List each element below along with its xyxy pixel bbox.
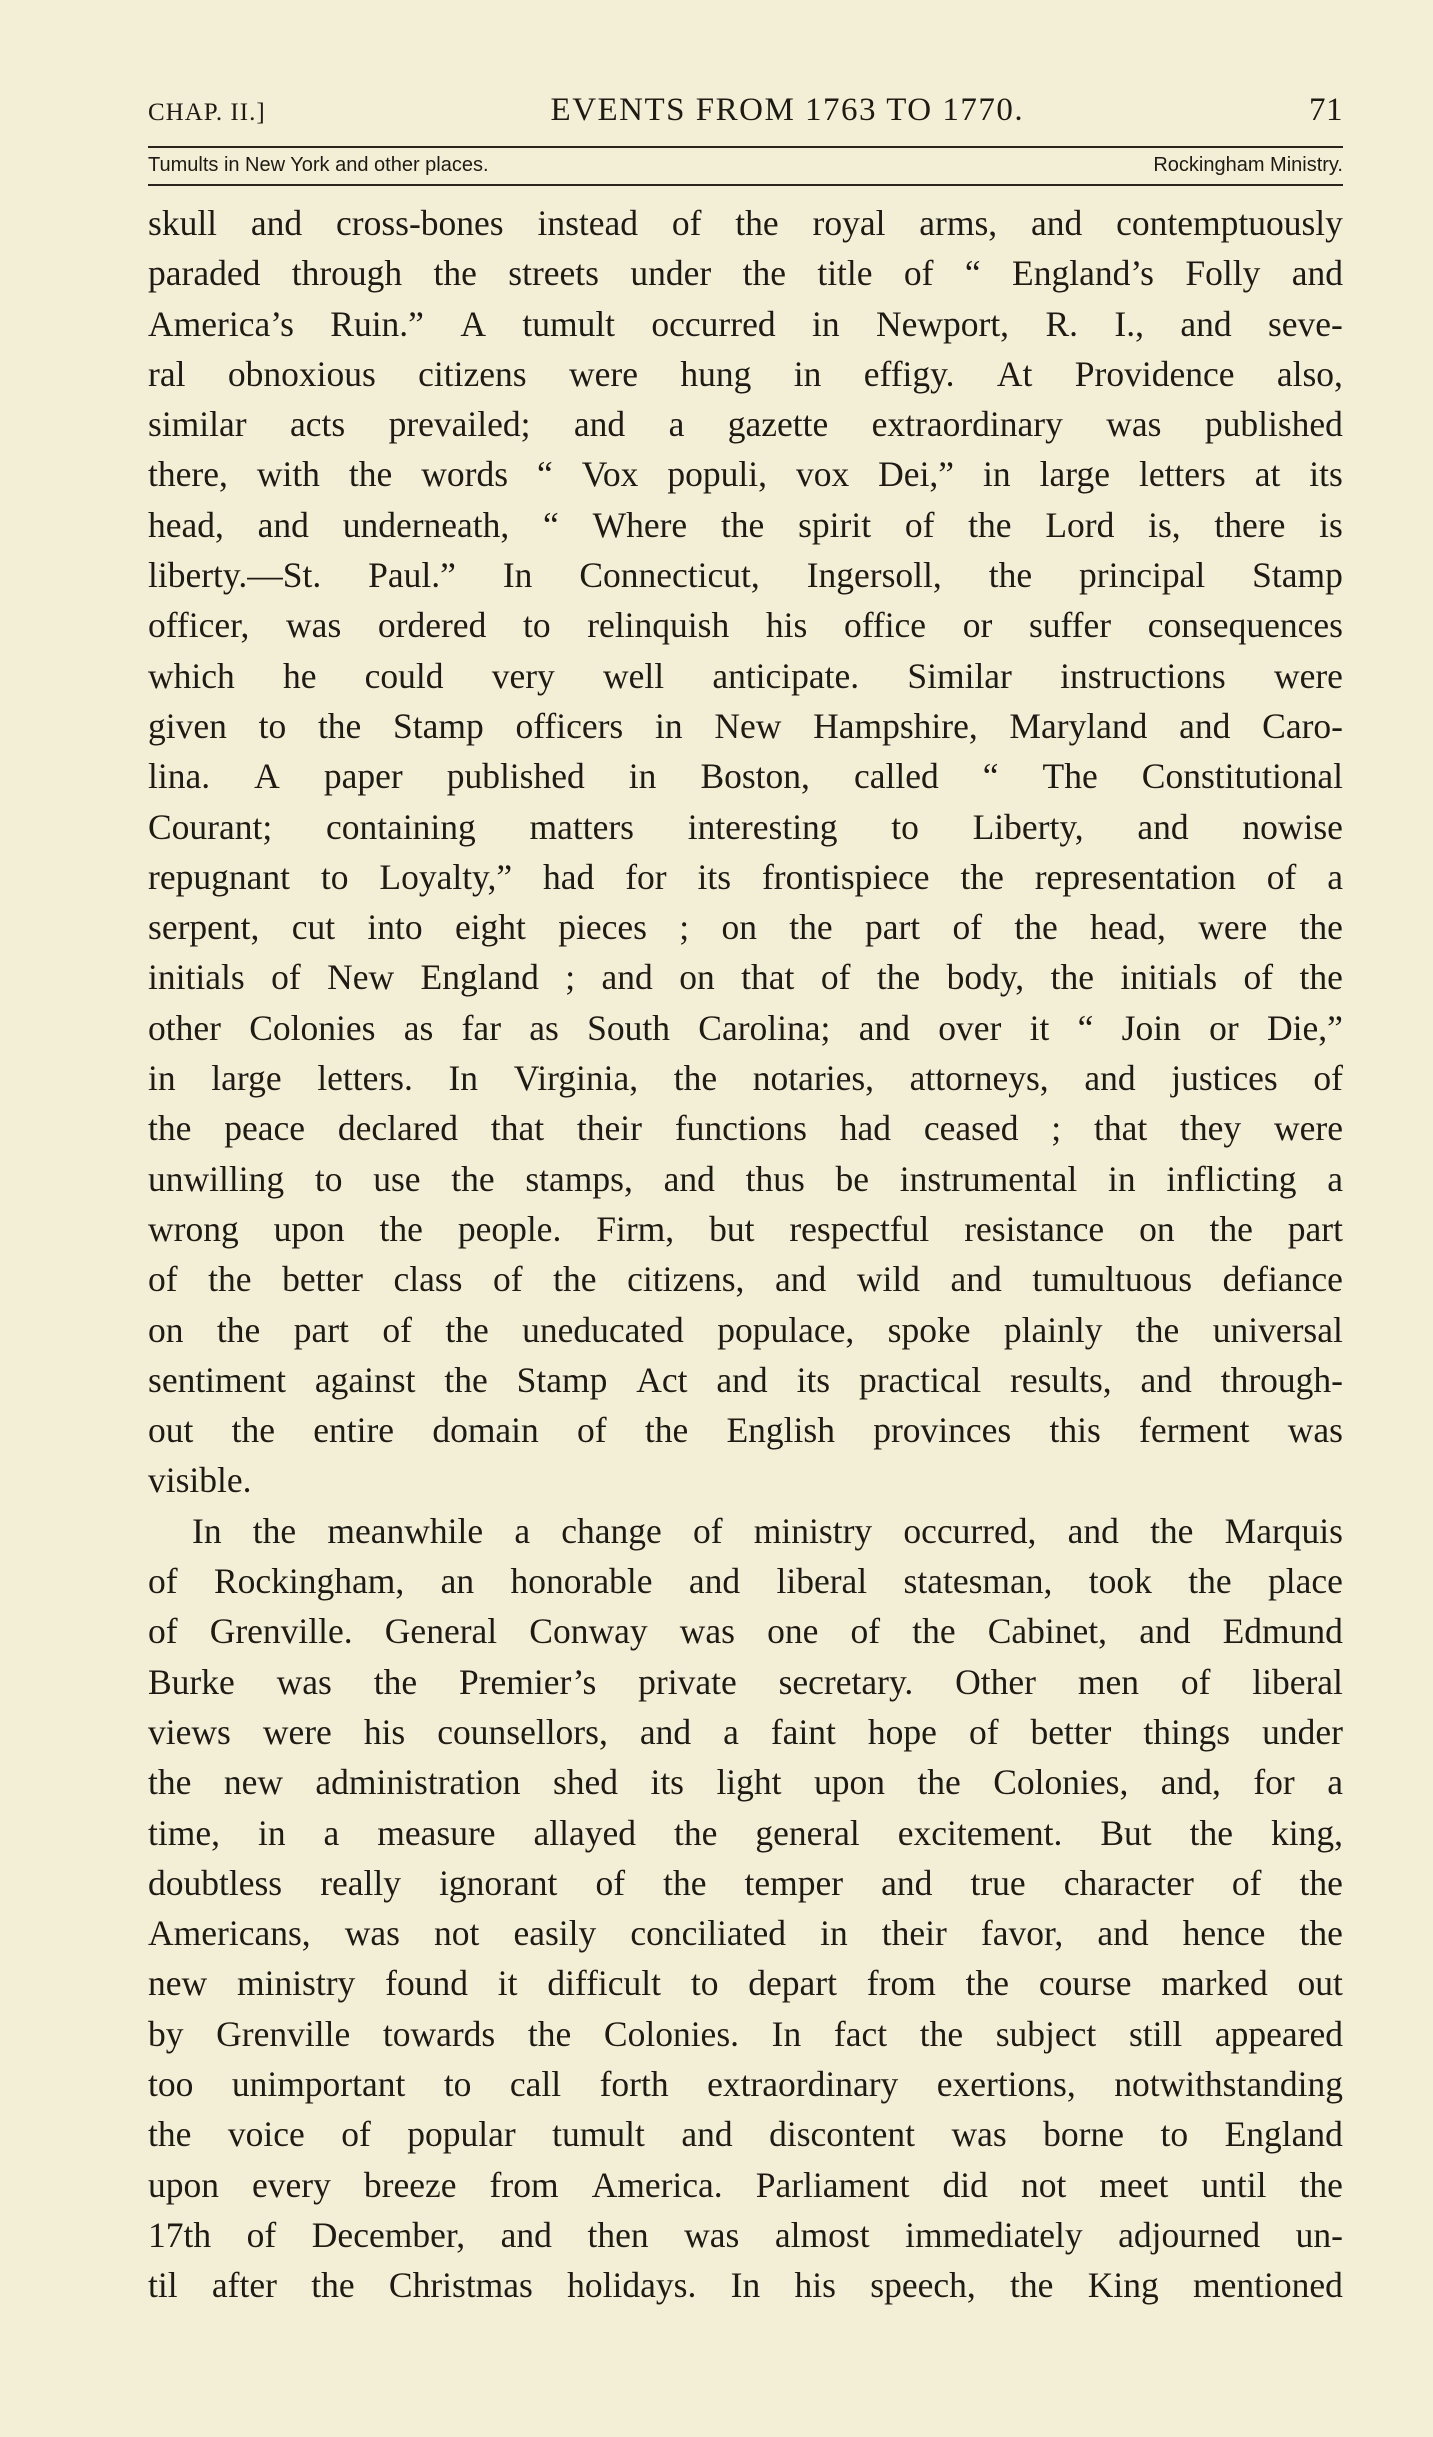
text-line: til after the Christmas holidays. In his speech, the King mentioned (148, 2265, 1343, 2306)
text-line: head, and underneath, “ Where the spirit of the Lord is, there is (148, 504, 1343, 545)
text-line: initials of New England ; and on that of the body, the initials of the (148, 957, 1343, 998)
page-title: EVENTS FROM 1763 TO 1770. (550, 92, 1025, 128)
text-line: out the entire domain of the English provinces this ferment was (148, 1410, 1343, 1451)
header-rule-bottom (148, 184, 1343, 186)
text-line: Americans, was not easily conciliated in their favor, and hence the (148, 1913, 1343, 1954)
section-subheads (148, 154, 1343, 182)
text-line: given to the Stamp officers in New Hampshire, Maryland and Caro- (148, 705, 1343, 746)
text-line: similar acts prevailed; and a gazette extraordinary was published (148, 404, 1343, 445)
left-subhead: Tumults in New York and other places. (148, 154, 489, 176)
text-line: on the part of the uneducated populace, spoke plainly the universal (148, 1309, 1343, 1350)
text-line: wrong upon the people. Firm, but respectful resistance on the part (148, 1208, 1343, 1249)
text-line: there, with the words “ Vox populi, vox Dei,” in large letters at its (148, 454, 1343, 495)
text-line: paraded through the streets under the title of “ England’s Folly and (148, 253, 1343, 294)
right-subhead: Rockingham Ministry. (1153, 154, 1343, 176)
text-line: visible. (148, 1460, 252, 1501)
text-line: too unimportant to call forth extraordinary exertions, notwithstanding (148, 2063, 1343, 2104)
text-line: views were his counsellors, and a faint hope of better things under (148, 1711, 1343, 1752)
text-line: of Grenville. General Conway was one of the Cabinet, and Edmund (148, 1611, 1343, 1652)
text-line: other Colonies as far as South Carolina; and over it “ Join or Die,” (148, 1007, 1343, 1048)
text-line: America’s Ruin.” A tumult occurred in Newport, R. I., and seve- (148, 303, 1343, 344)
text-line: officer, was ordered to relinquish his office or suffer consequences (148, 605, 1343, 646)
page-number: 71 (1308, 92, 1343, 128)
running-head (148, 92, 1343, 136)
text-line: in large letters. In Virginia, the notaries, attorneys, and justices of (148, 1058, 1343, 1099)
text-line: repugnant to Loyalty,” had for its frontispiece the representation of a (148, 856, 1343, 897)
text-line: the voice of popular tumult and discontent was borne to England (148, 2114, 1343, 2155)
text-line: new ministry found it difficult to depart from the course marked out (148, 1963, 1343, 2004)
body-text (148, 198, 1343, 2310)
text-line: doubtless really ignorant of the temper and true character of the (148, 1862, 1343, 1903)
text-line: Courant; containing matters interesting to Liberty, and nowise (148, 806, 1343, 847)
text-line: In the meanwhile a change of ministry occurred, and the Marquis (192, 1510, 1343, 1551)
text-line: lina. A paper published in Boston, called “ The Constitutional (148, 756, 1343, 797)
text-line: by Grenville towards the Colonies. In fact the subject still appeared (148, 2013, 1343, 2054)
text-line: unwilling to use the stamps, and thus be instrumental in inflicting a (148, 1158, 1343, 1199)
text-line: ral obnoxious citizens were hung in effigy. At Providence also, (148, 353, 1343, 394)
text-line: time, in a measure allayed the general excitement. But the king, (148, 1812, 1343, 1853)
chapter-label: CHAP. II.] (148, 99, 266, 126)
text-line: liberty.—St. Paul.” In Connecticut, Ingersoll, the principal Stamp (148, 555, 1343, 596)
text-line: serpent, cut into eight pieces ; on the part of the head, were the (148, 907, 1343, 948)
book-page (148, 92, 1343, 2310)
text-line: skull and cross-bones instead of the royal arms, and contemptuously (148, 203, 1343, 243)
text-line: 17th of December, and then was almost immediately adjourned un- (148, 2214, 1343, 2255)
text-line: which he could very well anticipate. Similar instructions were (148, 655, 1343, 696)
text-line: Burke was the Premier’s private secretary. Other men of liberal (148, 1661, 1343, 1702)
header-rule-top (148, 146, 1343, 148)
text-line: of Rockingham, an honorable and liberal statesman, took the place (148, 1561, 1343, 1602)
text-line: the new administration shed its light upon the Colonies, and, for a (148, 1762, 1343, 1803)
text-line: of the better class of the citizens, and wild and tumultuous defiance (148, 1259, 1343, 1300)
text-line: upon every breeze from America. Parliament did not meet until the (148, 2164, 1343, 2205)
text-line: the peace declared that their functions had ceased ; that they were (148, 1108, 1343, 1149)
text-line: sentiment against the Stamp Act and its practical results, and through- (148, 1359, 1343, 1400)
